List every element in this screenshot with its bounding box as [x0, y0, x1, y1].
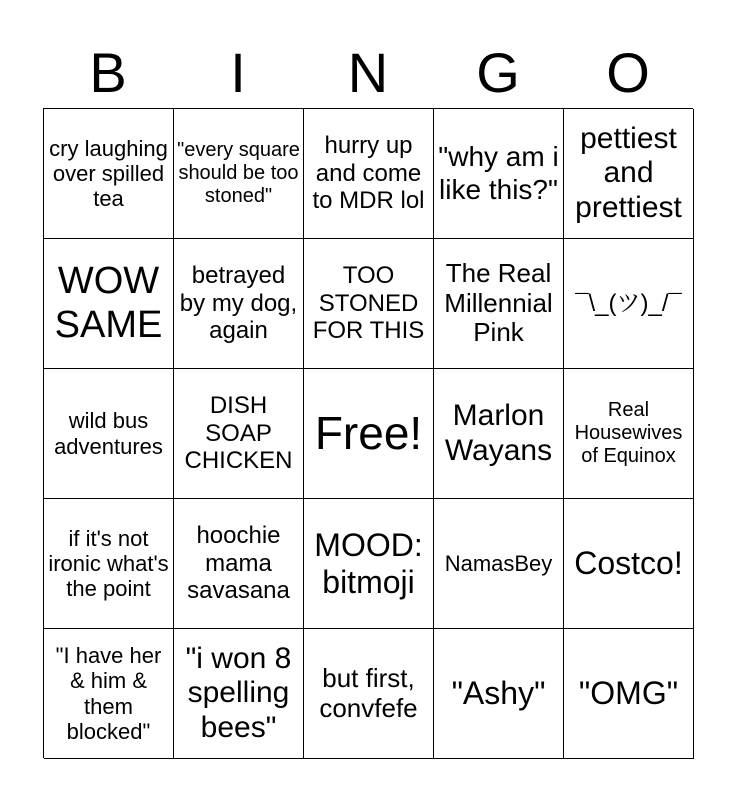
bingo-cell[interactable]: [44, 499, 174, 629]
cell-text: NamasBey: [444, 550, 553, 576]
header-letter-o: O: [606, 41, 650, 104]
cell-text: but first, convfefe: [319, 662, 418, 723]
cell-text: cry laughing over spilled tea: [49, 135, 168, 212]
bingo-cell[interactable]: [434, 629, 564, 759]
bingo-cell[interactable]: [434, 239, 564, 369]
cell-text: "I have her & him & them blocked": [55, 642, 162, 744]
bingo-cell[interactable]: [564, 239, 694, 369]
bingo-cell[interactable]: [304, 499, 434, 629]
bingo-cell[interactable]: [564, 499, 694, 629]
bingo-card-grid: [43, 108, 693, 758]
cell-text: WOW SAME: [54, 259, 163, 346]
bingo-cell[interactable]: [434, 499, 564, 629]
bingo-cell[interactable]: [564, 629, 694, 759]
cell-text: TOO STONED FOR THIS: [312, 262, 425, 345]
bingo-cell[interactable]: [44, 239, 174, 369]
cell-text: The Real Millennial Pink: [444, 257, 553, 348]
cell-text: hurry up and come to MDR lol: [312, 132, 425, 215]
cell-text: Real Housewives of Equinox: [574, 399, 683, 467]
bingo-cell[interactable]: [174, 499, 304, 629]
bingo-cell[interactable]: [174, 369, 304, 499]
bingo-cell[interactable]: [304, 109, 434, 239]
bingo-cell[interactable]: [174, 109, 304, 239]
cell-text: ¯\_(ツ)_/¯: [575, 289, 682, 317]
bingo-cell-free-space[interactable]: [304, 369, 434, 499]
cell-text: pettiest and prettiest: [575, 121, 682, 224]
header-letter-b: B: [89, 41, 127, 104]
cell-text: "every square should be too stoned": [177, 139, 300, 207]
cell-text: "Ashy": [451, 675, 546, 712]
bingo-cell[interactable]: [44, 109, 174, 239]
bingo-cell[interactable]: [174, 629, 304, 759]
cell-text: "why am i like this?": [438, 141, 559, 205]
cell-text: MOOD: bitmoji: [314, 526, 423, 600]
header-letter-i: I: [230, 41, 246, 104]
cell-text: "i won 8 spelling bees": [185, 641, 292, 744]
cell-text: "OMG": [578, 675, 679, 712]
header-letter-n: N: [347, 41, 389, 104]
bingo-cell[interactable]: [564, 109, 694, 239]
header-letter-g: G: [476, 41, 520, 104]
bingo-cell[interactable]: [564, 369, 694, 499]
cell-text: Costco!: [574, 545, 683, 582]
bingo-cell[interactable]: [304, 629, 434, 759]
bingo-cell[interactable]: [304, 239, 434, 369]
cell-text: if it's not ironic what's the point: [48, 525, 169, 602]
free-space-text: Free!: [314, 407, 423, 460]
bingo-header: [43, 38, 693, 108]
cell-text: Marlon Wayans: [444, 399, 553, 467]
bingo-cell[interactable]: [434, 109, 564, 239]
bingo-cell[interactable]: [44, 369, 174, 499]
cell-text: DISH SOAP CHICKEN: [184, 392, 293, 475]
cell-text: hoochie mama savasana: [187, 522, 290, 605]
cell-text: wild bus adventures: [54, 408, 163, 459]
bingo-cell[interactable]: [434, 369, 564, 499]
cell-text: betrayed by my dog, again: [179, 262, 298, 345]
bingo-cell[interactable]: [44, 629, 174, 759]
bingo-cell[interactable]: [174, 239, 304, 369]
